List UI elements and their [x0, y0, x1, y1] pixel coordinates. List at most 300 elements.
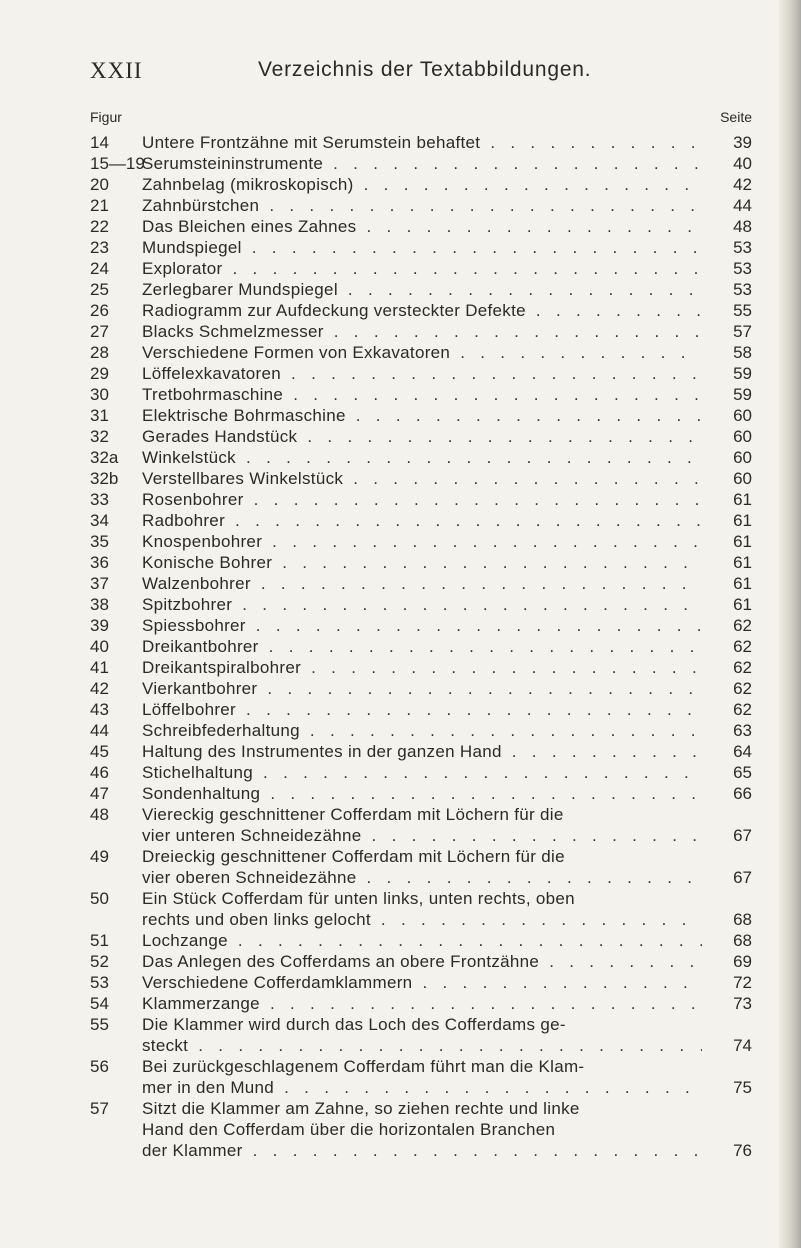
figure-caption: [142, 657, 702, 678]
figure-number: 21: [90, 196, 109, 215]
dot-leader: [450, 343, 702, 362]
caption-line: Verschiedene Cofferdamklammern: [142, 973, 413, 992]
figure-caption: [142, 447, 702, 468]
dot-leader: [253, 763, 702, 782]
caption-line: Radiogramm zur Aufdeckung versteckter Defekte: [142, 301, 526, 320]
page-number: 59: [733, 364, 752, 383]
figure-number: 37: [90, 574, 109, 593]
figure-entry: [90, 615, 752, 636]
caption-line: Konische Bohrer: [142, 553, 273, 572]
caption-last-line: [142, 783, 702, 804]
figure-number: 14: [90, 133, 109, 152]
figure-number: 47: [90, 784, 109, 803]
caption-last-line: [142, 993, 702, 1014]
dot-leader: [300, 721, 702, 740]
figure-number: 34: [90, 511, 109, 530]
page-number: 62: [733, 700, 752, 719]
page-number: 53: [733, 238, 752, 257]
figure-number: 54: [90, 994, 109, 1013]
page-number: 48: [733, 217, 752, 236]
dot-leader: [539, 952, 702, 971]
figure-number: 49: [90, 847, 109, 866]
caption-last-line: [142, 174, 702, 195]
dot-leader: [502, 742, 702, 761]
figure-caption: [142, 573, 702, 594]
dot-leader: [324, 322, 702, 341]
figure-number: 44: [90, 721, 109, 740]
caption-last-line: [142, 972, 702, 993]
page-number: 61: [733, 532, 752, 551]
caption-line: Zerlegbarer Mundspiegel: [142, 280, 338, 299]
figure-entry: [90, 258, 752, 279]
figure-caption: [142, 720, 702, 741]
caption-line: Gerades Handstück: [142, 427, 298, 446]
page-number: 62: [733, 658, 752, 677]
figure-number: 22: [90, 217, 109, 236]
page-number: 55: [733, 301, 752, 320]
figure-number: 32: [90, 427, 109, 446]
dot-leader: [225, 511, 702, 530]
dot-leader: [236, 448, 702, 467]
dot-leader: [338, 280, 702, 299]
figure-number: 30: [90, 385, 109, 404]
page-number: 39: [733, 133, 752, 152]
figure-column-label: Figur: [90, 109, 122, 125]
figure-number: 38: [90, 595, 109, 614]
caption-line: Rosenbohrer: [142, 490, 244, 509]
caption-line: Bei zurückgeschlagenem Cofferdam führt man die Klam-: [142, 1057, 585, 1076]
figure-number: 33: [90, 490, 109, 509]
caption-last-line: [142, 258, 702, 279]
figure-entry: [90, 720, 752, 741]
figure-caption: [142, 930, 702, 951]
page-number: 60: [733, 406, 752, 425]
caption-last-line: [142, 531, 702, 552]
caption-line: Spiessbohrer: [142, 616, 246, 635]
caption-last-line: [142, 699, 702, 720]
figure-entry: [90, 405, 752, 426]
figure-number: 31: [90, 406, 109, 425]
caption-line: Verstellbares Winkelstück: [142, 469, 344, 488]
caption-line: Schreibfederhaltung: [142, 721, 300, 740]
caption-line: Stichelhaltung: [142, 763, 253, 782]
dot-leader: [272, 553, 702, 572]
figure-number: 27: [90, 322, 109, 341]
figure-entry: [90, 195, 752, 216]
page-number: 76: [733, 1141, 752, 1160]
caption-line: Blacks Schmelzmesser: [142, 322, 324, 341]
figure-caption: [142, 615, 702, 636]
caption-last-line: [142, 342, 702, 363]
caption-line: Lochzange: [142, 931, 228, 950]
page-number: 67: [733, 868, 752, 887]
figure-number: 36: [90, 553, 109, 572]
figure-number: 42: [90, 679, 109, 698]
figure-caption: [142, 699, 702, 720]
figure-number: 52: [90, 952, 109, 971]
caption-line: rechts und oben links gelocht: [142, 910, 371, 929]
figure-caption: [142, 153, 702, 174]
caption-line: Dreikantspiralbohrer: [142, 658, 302, 677]
figure-caption: [142, 426, 702, 447]
caption-last-line: [142, 909, 702, 930]
figure-number: 51: [90, 931, 109, 950]
dot-leader: [260, 994, 702, 1013]
caption-line: Dreikantbohrer: [142, 637, 259, 656]
page-number: 74: [733, 1036, 752, 1055]
figure-entry: [90, 384, 752, 405]
caption-last-line: [142, 825, 702, 846]
dot-leader: [343, 469, 702, 488]
page-edge-shadow: [779, 0, 801, 1248]
page-number: 69: [733, 952, 752, 971]
figure-caption: [142, 258, 702, 279]
figure-caption: [142, 363, 702, 384]
dot-leader: [356, 868, 702, 887]
caption-last-line: [142, 426, 702, 447]
page-column-label: Seite: [720, 109, 752, 125]
caption-line: Verschiedene Formen von Exkavatoren: [142, 343, 451, 362]
page-number: 62: [733, 616, 752, 635]
page-number: 61: [733, 574, 752, 593]
caption-last-line: [142, 237, 702, 258]
figure-caption: [142, 741, 702, 762]
figure-entry: [90, 657, 752, 678]
caption-line: Die Klammer wird durch das Loch des Cofferdams ge-: [142, 1015, 566, 1034]
figure-caption: [142, 993, 702, 1014]
figure-caption: [142, 1056, 702, 1098]
caption-line: Sondenhaltung: [142, 784, 261, 803]
figure-caption: [142, 489, 702, 510]
dot-leader: [480, 133, 702, 152]
page-number: 68: [733, 931, 752, 950]
dot-leader: [262, 532, 702, 551]
caption-last-line: [142, 636, 702, 657]
page-number: 61: [733, 553, 752, 572]
figure-number: 43: [90, 700, 109, 719]
page-number: 60: [733, 469, 752, 488]
dot-leader: [257, 679, 702, 698]
page-title: Verzeichnis der Textabbildungen.: [258, 58, 592, 81]
caption-line: Sitzt die Klammer am Zahne, so ziehen rechte und linke: [142, 1099, 580, 1118]
caption-line: Haltung des Instrumentes in der ganzen Hand: [142, 742, 502, 761]
caption-last-line: [142, 657, 702, 678]
figure-entry: [90, 993, 752, 1014]
dot-leader: [297, 427, 702, 446]
figure-number: 15—19: [90, 154, 145, 173]
dot-leader: [228, 931, 702, 950]
caption-line: Knospenbohrer: [142, 532, 263, 551]
dot-leader: [354, 175, 702, 194]
figure-entry: [90, 888, 752, 930]
figure-caption: [142, 1014, 702, 1056]
figure-caption: [142, 888, 702, 930]
page-number: 73: [733, 994, 752, 1013]
figure-number: 32b: [90, 469, 119, 488]
figure-entry: [90, 237, 752, 258]
dot-leader: [222, 259, 702, 278]
figure-number: 40: [90, 637, 109, 656]
caption-last-line: [142, 1035, 702, 1056]
caption-last-line: [142, 1077, 702, 1098]
caption-line: Tretbohrmaschine: [142, 385, 284, 404]
dot-leader: [188, 1036, 702, 1055]
figure-caption: [142, 951, 702, 972]
caption-last-line: [142, 720, 702, 741]
figure-number: 26: [90, 301, 109, 320]
figure-caption: [142, 972, 702, 993]
dot-leader: [346, 406, 702, 425]
figure-entry: [90, 531, 752, 552]
figure-caption: [142, 531, 702, 552]
caption-last-line: [142, 741, 702, 762]
page-number: 61: [733, 511, 752, 530]
figure-number: 32a: [90, 448, 119, 467]
figure-number: 29: [90, 364, 109, 383]
caption-line: Winkelstück: [142, 448, 236, 467]
page-number: 42: [733, 175, 752, 194]
caption-last-line: [142, 930, 702, 951]
caption-line: Mundspiegel: [142, 238, 242, 257]
figure-entry: [90, 699, 752, 720]
figure-number: 20: [90, 175, 109, 194]
figure-entry: [90, 1056, 752, 1098]
figure-list: [90, 132, 752, 1161]
dot-leader: [371, 910, 702, 929]
figure-entry: [90, 594, 752, 615]
figure-entry: [90, 804, 752, 846]
page-number: 53: [733, 280, 752, 299]
figure-entry: [90, 363, 752, 384]
figure-number: 39: [90, 616, 109, 635]
figure-caption: [142, 678, 702, 699]
figure-number: 53: [90, 973, 109, 992]
page-number: 53: [733, 259, 752, 278]
figure-entry: [90, 447, 752, 468]
dot-leader: [274, 1078, 702, 1097]
page-number: 72: [733, 973, 752, 992]
page-number: 60: [733, 427, 752, 446]
caption-line: der Klammer: [142, 1141, 243, 1160]
caption-line: Vierkantbohrer: [142, 679, 258, 698]
caption-last-line: [142, 552, 702, 573]
caption-line: vier unteren Schneidezähne: [142, 826, 362, 845]
figure-number: 48: [90, 805, 109, 824]
caption-last-line: [142, 216, 702, 237]
page-number: 60: [733, 448, 752, 467]
figure-number: 50: [90, 889, 109, 908]
page-number: 61: [733, 595, 752, 614]
caption-last-line: [142, 405, 702, 426]
figure-entry: [90, 153, 752, 174]
figure-entry: [90, 552, 752, 573]
figure-entry: [90, 174, 752, 195]
dot-leader: [259, 196, 702, 215]
figure-entry: [90, 762, 752, 783]
caption-last-line: [142, 573, 702, 594]
caption-line: steckt: [142, 1036, 189, 1055]
figure-number: 24: [90, 259, 109, 278]
dot-leader: [236, 700, 702, 719]
figure-number: 55: [90, 1015, 109, 1034]
figure-number: 25: [90, 280, 109, 299]
page-number: 64: [733, 742, 752, 761]
page-number: 66: [733, 784, 752, 803]
figure-entry: [90, 678, 752, 699]
caption-last-line: [142, 384, 702, 405]
caption-line: Hand den Cofferdam über die horizontalen Branchen: [142, 1120, 556, 1139]
caption-line: Dreieckig geschnittener Cofferdam mit Löchern für die: [142, 847, 565, 866]
caption-last-line: [142, 594, 702, 615]
figure-caption: [142, 237, 702, 258]
figure-entry: [90, 951, 752, 972]
caption-line: Elektrische Bohrmaschine: [142, 406, 346, 425]
page-number: 67: [733, 826, 752, 845]
figure-caption: [142, 552, 702, 573]
dot-leader: [260, 784, 702, 803]
figure-number: 45: [90, 742, 109, 761]
page-number: 61: [733, 490, 752, 509]
caption-last-line: [142, 153, 702, 174]
figure-entry: [90, 846, 752, 888]
caption-line: Serumsteininstrumente: [142, 154, 324, 173]
page-number: 75: [733, 1078, 752, 1097]
dot-leader: [301, 658, 702, 677]
dot-leader: [243, 1141, 702, 1160]
figure-number: 41: [90, 658, 109, 677]
figure-caption: [142, 321, 702, 342]
caption-line: Untere Frontzähne mit Serumstein behaftet: [142, 133, 481, 152]
dot-leader: [246, 616, 702, 635]
page-numeral: XXII: [90, 58, 143, 83]
caption-last-line: [142, 615, 702, 636]
caption-last-line: [142, 468, 702, 489]
figure-caption: [142, 132, 702, 153]
caption-last-line: [142, 867, 702, 888]
figure-caption: [142, 804, 702, 846]
caption-line: Das Bleichen eines Zahnes: [142, 217, 357, 236]
caption-line: Klammerzange: [142, 994, 260, 1013]
caption-line: Viereckig geschnittener Cofferdam mit Löchern für die: [142, 805, 564, 824]
figure-number: 56: [90, 1057, 109, 1076]
figure-caption: [142, 636, 702, 657]
figure-caption: [142, 762, 702, 783]
dot-leader: [251, 574, 702, 593]
figure-caption: [142, 510, 702, 531]
figure-entry: [90, 300, 752, 321]
caption-line: Löffelbohrer: [142, 700, 237, 719]
figure-caption: [142, 279, 702, 300]
figure-caption: [142, 783, 702, 804]
figure-caption: [142, 468, 702, 489]
figure-entry: [90, 489, 752, 510]
figure-caption: [142, 405, 702, 426]
figure-number: 57: [90, 1099, 109, 1118]
caption-last-line: [142, 279, 702, 300]
figure-caption: [142, 300, 702, 321]
figure-caption: [142, 174, 702, 195]
dot-leader: [323, 154, 702, 173]
figure-entry: [90, 1098, 752, 1161]
figure-entry: [90, 279, 752, 300]
caption-line: Das Anlegen des Cofferdams an obere Frontzähne: [142, 952, 540, 971]
caption-line: mer in den Mund: [142, 1078, 275, 1097]
figure-entry: [90, 930, 752, 951]
caption-last-line: [142, 447, 702, 468]
dot-leader: [356, 217, 702, 236]
caption-last-line: [142, 300, 702, 321]
figure-entry: [90, 132, 752, 153]
caption-last-line: [142, 321, 702, 342]
caption-line: Radbohrer: [142, 511, 226, 530]
page-number: 68: [733, 910, 752, 929]
caption-line: Zahnbelag (mikroskopisch): [142, 175, 354, 194]
caption-line: Explorator: [142, 259, 223, 278]
caption-last-line: [142, 1140, 702, 1161]
caption-last-line: [142, 951, 702, 972]
caption-line: Löffelexkavatoren: [142, 364, 281, 383]
figure-entry: [90, 216, 752, 237]
page-number: 44: [733, 196, 752, 215]
figure-entry: [90, 573, 752, 594]
dot-leader: [281, 364, 702, 383]
dot-leader: [242, 238, 702, 257]
figure-caption: [142, 594, 702, 615]
figure-entry: [90, 741, 752, 762]
figure-entry: [90, 342, 752, 363]
figure-entry: [90, 321, 752, 342]
figure-entry: [90, 972, 752, 993]
figure-caption: [142, 342, 702, 363]
dot-leader: [362, 826, 702, 845]
page-number: 62: [733, 637, 752, 656]
dot-leader: [283, 385, 702, 404]
figure-number: 46: [90, 763, 109, 782]
page-number: 40: [733, 154, 752, 173]
caption-line: Walzenbohrer: [142, 574, 251, 593]
caption-last-line: [142, 363, 702, 384]
caption-last-line: [142, 132, 702, 153]
figure-number: 23: [90, 238, 109, 257]
figure-caption: [142, 384, 702, 405]
page-number: 62: [733, 679, 752, 698]
figure-entry: [90, 426, 752, 447]
caption-last-line: [142, 195, 702, 216]
figure-entry: [90, 468, 752, 489]
caption-line: vier oberen Schneidezähne: [142, 868, 357, 887]
page-number: 58: [733, 343, 752, 362]
figure-entry: [90, 636, 752, 657]
dot-leader: [244, 490, 702, 509]
dot-leader: [526, 301, 702, 320]
figure-caption: [142, 216, 702, 237]
caption-last-line: [142, 762, 702, 783]
page-number: 59: [733, 385, 752, 404]
caption-last-line: [142, 510, 702, 531]
page-number: 63: [733, 721, 752, 740]
figure-entry: [90, 1014, 752, 1056]
page-number: 57: [733, 322, 752, 341]
dot-leader: [412, 973, 702, 992]
figure-entry: [90, 783, 752, 804]
figure-caption: [142, 1098, 702, 1161]
running-head: [90, 58, 730, 88]
figure-number: 28: [90, 343, 109, 362]
dot-leader: [232, 595, 702, 614]
dot-leader: [259, 637, 702, 656]
page-number: 65: [733, 763, 752, 782]
caption-last-line: [142, 489, 702, 510]
